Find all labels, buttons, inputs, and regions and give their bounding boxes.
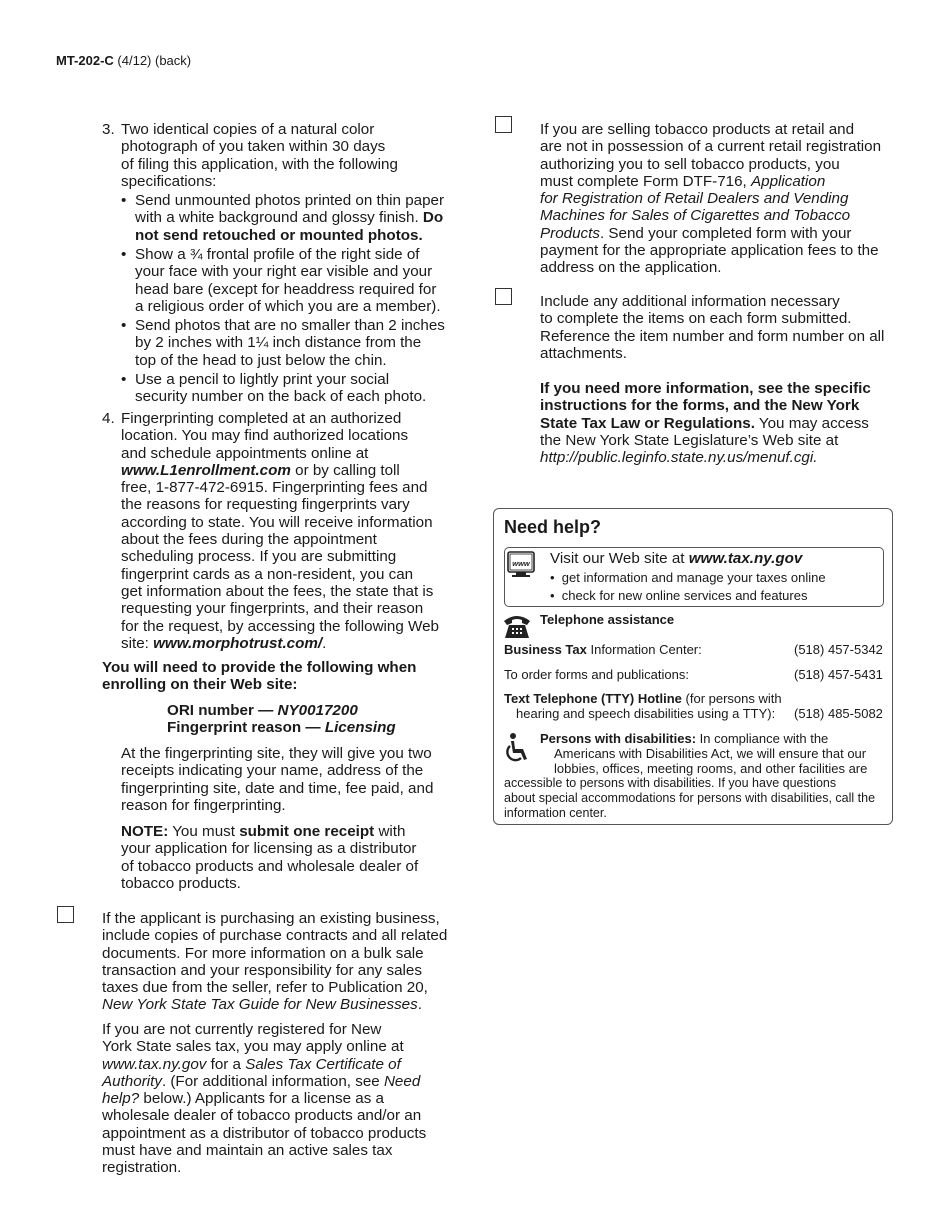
website-box bbox=[504, 547, 884, 607]
text-line: get information about the fees, the state that is bbox=[121, 582, 434, 600]
additional-info-text bbox=[540, 293, 900, 362]
bold-text: Persons with disabilities: bbox=[540, 731, 697, 746]
bold-text: You will need to provide the following when bbox=[102, 659, 417, 676]
text-line: Show a ¾ frontal profile of the right side of bbox=[135, 246, 420, 263]
text-line: In compliance with the bbox=[696, 731, 829, 746]
italic-text: Products bbox=[540, 224, 600, 242]
text-line: If you are selling tobacco products at retail and bbox=[540, 121, 855, 138]
note-text bbox=[121, 823, 466, 892]
disabilities-line-3: lobbies, offices, meeting rooms, and other facilities are bbox=[554, 761, 868, 776]
receipts-text bbox=[121, 745, 466, 814]
disabilities-line-2: Americans with Disabilities Act, we will ensure that our bbox=[554, 746, 867, 761]
text-line: If the applicant is purchasing an existing business, bbox=[102, 910, 440, 927]
text-line: Information Center: bbox=[586, 642, 702, 657]
italic-text: Authority bbox=[102, 1072, 162, 1090]
text-line: or by calling toll bbox=[290, 461, 400, 479]
text-line: and schedule appointments online at bbox=[121, 444, 369, 462]
text-line: If you are not currently registered for New bbox=[102, 1021, 382, 1038]
business-tax-label bbox=[504, 642, 702, 657]
text-line: . bbox=[322, 634, 327, 652]
text-line: wholesale dealer of tobacco products and/or an bbox=[102, 1107, 422, 1125]
text-line: At the fingerprinting site, they will give you two bbox=[121, 745, 432, 762]
photo-bullet-3 bbox=[135, 317, 465, 369]
text-line: for a bbox=[206, 1055, 246, 1073]
disabilities-heading bbox=[540, 731, 828, 746]
text-line: You must bbox=[168, 823, 240, 840]
web-bullet-1: • get information and manage your taxes online bbox=[550, 570, 826, 585]
www-icon-text: www bbox=[512, 559, 530, 568]
text-line: fingerprinting site, date and time, fee paid, and bbox=[121, 779, 434, 797]
text-line: York State sales tax, you may apply online at bbox=[102, 1038, 404, 1056]
photo-bullet-2 bbox=[135, 246, 465, 315]
text-line: Two identical copies of a natural color bbox=[121, 121, 375, 138]
more-info-text bbox=[540, 380, 900, 466]
bullet-icon: • bbox=[121, 371, 127, 388]
need-help-box bbox=[493, 508, 893, 825]
morphotrust-link[interactable]: www.morphotrust.com/ bbox=[153, 634, 323, 652]
photo-bullet-4 bbox=[135, 371, 465, 406]
telephone-icon bbox=[502, 613, 532, 644]
text-line: . bbox=[417, 996, 422, 1014]
text-line: below.) Applicants for a license as a bbox=[139, 1090, 384, 1108]
wheelchair-icon bbox=[502, 732, 532, 769]
text-line: attachments. bbox=[540, 344, 627, 362]
publication-title: New York State Tax Guide for New Businesses bbox=[102, 996, 418, 1014]
text-line: the reasons for requesting fingerprints vary bbox=[121, 496, 410, 514]
tty-label bbox=[504, 691, 782, 706]
l1enrollment-link[interactable]: www.L1enrollment.com bbox=[121, 461, 291, 479]
text-line: about the fees during the appointment bbox=[121, 531, 377, 549]
text-line: transaction and your responsibility for any sales bbox=[102, 961, 422, 979]
ori-label: ORI number — bbox=[167, 702, 278, 719]
text-line: Send unmounted photos printed on thin paper bbox=[135, 192, 445, 209]
text-line: (for persons with bbox=[681, 691, 782, 706]
text-line: check for new online services and features bbox=[561, 588, 808, 603]
retail-text bbox=[540, 121, 900, 277]
fingerprint-reason bbox=[167, 719, 396, 736]
text-line: must have and maintain an active sales tax bbox=[102, 1142, 393, 1160]
bold-text: If you need more information, see the specific bbox=[540, 380, 871, 397]
bullet-icon: • bbox=[121, 317, 127, 334]
text-line: documents. For more information on a bulk sale bbox=[102, 944, 424, 962]
text-line: of filing this application, with the following bbox=[121, 155, 398, 173]
text-line: tobacco products. bbox=[121, 874, 241, 892]
text-line: requesting your fingerprints, and their reason bbox=[121, 600, 424, 618]
text-line: reason for fingerprinting. bbox=[121, 796, 286, 814]
purchase-text bbox=[102, 910, 467, 1014]
text-line: Include any additional information necessary bbox=[540, 293, 840, 310]
ori-value: NY0017200 bbox=[277, 702, 358, 719]
text-line: taxes due from the seller, refer to Publication 20, bbox=[102, 979, 428, 997]
forms-phone[interactable]: (518) 457-5431 bbox=[794, 667, 883, 682]
text-line: . Send your completed form with your bbox=[599, 224, 852, 242]
text-line: address on the application. bbox=[540, 259, 722, 277]
text-line: top of the head to just below the chin. bbox=[135, 351, 387, 369]
text-line: a religious order of which you are a member). bbox=[135, 297, 441, 315]
text-line: receipts indicating your name, address of the bbox=[121, 762, 424, 780]
text-line: Reference the item number and form number on all bbox=[540, 327, 885, 345]
text-line: Use a pencil to lightly print your social bbox=[135, 371, 390, 388]
italic-text: Sales Tax Certificate of bbox=[245, 1055, 401, 1073]
form-number: MT-202-C bbox=[56, 53, 114, 68]
text-line: security number on the back of each photo. bbox=[135, 388, 427, 406]
additional-info-checkbox[interactable] bbox=[495, 288, 512, 305]
item-3-number: 3. bbox=[102, 121, 115, 138]
disabilities-line-5: about special accommodations for persons with disabilities, call the bbox=[504, 791, 876, 805]
italic-text: help? bbox=[102, 1090, 140, 1108]
text-line: of tobacco products and wholesale dealer of bbox=[121, 857, 419, 875]
text-line: Send photos that are no smaller than 2 inches bbox=[135, 317, 445, 334]
need-help-title: Need help? bbox=[504, 517, 602, 537]
bold-text: enrolling on their Web site: bbox=[102, 676, 298, 694]
bold-text: Text Telephone (TTY) Hotline bbox=[504, 691, 682, 706]
text-line: free, 1-877-472-6915. Fingerprinting fees and bbox=[121, 479, 428, 497]
text-line: . (For additional information, see bbox=[161, 1072, 384, 1090]
disabilities-line-6: information center. bbox=[504, 806, 607, 820]
retail-checkbox[interactable] bbox=[495, 116, 512, 133]
text-line: according to state. You will receive information bbox=[121, 513, 433, 531]
text-line: include copies of purchase contracts and all related bbox=[102, 927, 448, 945]
visit-website bbox=[550, 550, 802, 567]
text-line: appointment as a distributor of tobacco products bbox=[102, 1124, 427, 1142]
bold-text: not send retouched or mounted photos. bbox=[135, 226, 423, 244]
text-line: your face with your right ear visible and your bbox=[135, 263, 433, 281]
disabilities-line-4: accessible to persons with disabilities. If you have questions bbox=[504, 776, 837, 790]
text-line: payment for the appropriate application fees to the bbox=[540, 242, 879, 260]
text-line: get information and manage your taxes online bbox=[561, 570, 826, 585]
tax-website-link[interactable]: www.tax.ny.gov bbox=[102, 1055, 207, 1073]
bold-text: State Tax Law or Regulations. bbox=[540, 414, 755, 432]
forms-label: To order forms and publications: bbox=[504, 667, 689, 682]
form-revision: (4/12) (back) bbox=[117, 53, 192, 68]
web-bullet-2: • check for new online services and features bbox=[550, 588, 808, 603]
text-line: head bare (except for headdress required for bbox=[135, 280, 437, 298]
text-line: location. You may find authorized locations bbox=[121, 427, 409, 445]
text-line: for the request, by accessing the following Web bbox=[121, 617, 439, 635]
text-line: site: bbox=[121, 634, 154, 652]
bold-text: Business Tax bbox=[504, 642, 587, 657]
text-line: to complete the items on each form submitted. bbox=[540, 310, 852, 328]
text-line: with a white background and glossy finish. bbox=[135, 209, 419, 227]
text-line: must complete Form DTF-716, bbox=[540, 172, 751, 190]
purchase-checkbox[interactable] bbox=[57, 906, 74, 923]
text-line: the New York State Legislature’s Web site at bbox=[540, 431, 839, 449]
text-line: are not in possession of a current retail registration bbox=[540, 138, 882, 156]
item-4-number: 4. bbox=[102, 410, 115, 427]
bullet-icon: • bbox=[121, 246, 127, 263]
text-line: registration. bbox=[102, 1159, 182, 1177]
photo-bullet-1 bbox=[135, 192, 465, 244]
text-line: You may access bbox=[754, 414, 869, 432]
text-line: with bbox=[374, 823, 406, 840]
italic-text: for Registration of Retail Dealers and Vending bbox=[540, 190, 849, 208]
item-3-intro bbox=[121, 121, 466, 190]
item-4-text bbox=[121, 410, 466, 652]
text-line: scheduling process. If you are submitting bbox=[121, 548, 397, 566]
text-line: fingerprint cards as a non-resident, you can bbox=[121, 565, 414, 583]
reason-value: Licensing bbox=[324, 719, 396, 736]
bullet-icon: • bbox=[121, 192, 127, 209]
text-line: authorizing you to sell tobacco products, you bbox=[540, 155, 840, 173]
note-label: NOTE: bbox=[121, 823, 169, 840]
form-header bbox=[56, 53, 191, 68]
text-line: Fingerprinting completed at an authorized bbox=[121, 410, 402, 427]
ori-number bbox=[167, 702, 358, 719]
tty-phone[interactable]: (518) 485-5082 bbox=[794, 706, 883, 721]
computer-icon bbox=[507, 551, 533, 575]
bold-text: submit one receipt bbox=[239, 823, 375, 840]
text-line: your application for licensing as a distributor bbox=[121, 840, 417, 858]
italic-text: Machines for Sales of Cigarettes and Tobacco bbox=[540, 207, 851, 225]
enroll-heading bbox=[102, 659, 462, 694]
business-tax-phone[interactable]: (518) 457-5342 bbox=[794, 642, 883, 657]
reason-label: Fingerprint reason — bbox=[167, 719, 325, 736]
tty-label-2: hearing and speech disabilities using a TTY): bbox=[516, 706, 776, 721]
bold-text: instructions for the forms, and the New York bbox=[540, 397, 860, 415]
bold-text: Do bbox=[422, 209, 444, 227]
text-line: by 2 inches with 1¼ inch distance from the bbox=[135, 334, 422, 352]
text-line: specifications: bbox=[121, 172, 217, 190]
italic-text: Need bbox=[383, 1072, 421, 1090]
sales-tax-text bbox=[102, 1021, 467, 1177]
tax-ny-gov-link[interactable]: www.tax.ny.gov bbox=[688, 550, 803, 567]
telephone-title: Telephone assistance bbox=[540, 612, 675, 627]
italic-text: Application bbox=[751, 172, 826, 190]
legislature-link[interactable]: http://public.leginfo.state.ny.us/menuf.cgi. bbox=[540, 449, 818, 467]
text-line: photograph of you taken within 30 days bbox=[121, 138, 386, 156]
text-line: Visit our Web site at bbox=[550, 550, 689, 567]
